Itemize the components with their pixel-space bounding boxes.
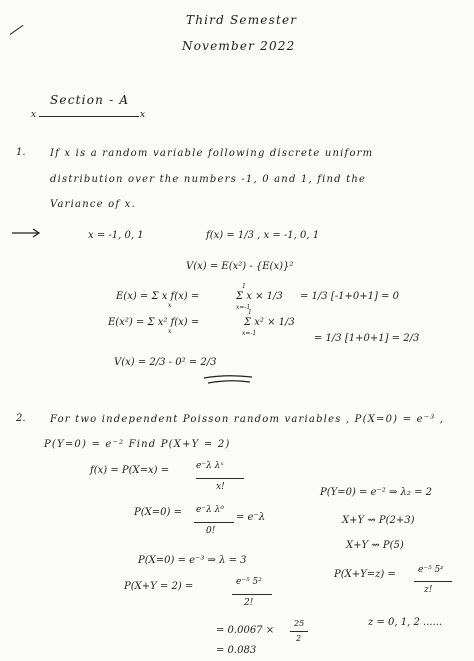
- q2-text-line-1: For two independent Poisson random variables , P(X=0) = e⁻³ ,: [50, 414, 445, 425]
- q2-p0-rhs: = e⁻λ: [236, 512, 266, 523]
- q1-mean-limit-bottom: x=-1: [236, 304, 251, 311]
- q1-mean-limit-top: 1: [242, 283, 246, 290]
- q1-pmf: f(x) = 1/3 , x = -1, 0, 1: [206, 230, 320, 241]
- q2-p0-lhs: P(X=0) =: [134, 507, 182, 518]
- q1-number: 1.: [16, 147, 26, 158]
- q2-number: 2.: [16, 413, 26, 424]
- q2-pmf-numerator: e⁻λ λˣ: [196, 461, 224, 471]
- q1-mean-rhs: = 1/3 [-1+0+1] = 0: [300, 291, 399, 302]
- q1-values: x = -1, 0, 1: [88, 230, 144, 241]
- q2-sum-formula-lhs: P(X+Y=z) =: [334, 569, 396, 580]
- q2-pxy-fraction-bar: [232, 594, 272, 595]
- q2-support: z = 0, 1, 2 ......: [368, 617, 443, 628]
- q1-text-line-3: Variance of x.: [50, 199, 136, 210]
- q1-result: V(x) = 2/3 - 0² = 2/3: [114, 357, 217, 368]
- q1-answer-arrow: [12, 228, 42, 238]
- q2-calculation-fraction-bar: [290, 631, 308, 632]
- q1-second-sum: Σ x² × 1/3: [244, 317, 295, 328]
- q2-sum-distribution-2: X+Y ⇝ P(5): [346, 540, 404, 551]
- q2-answer: = 0.083: [216, 645, 257, 656]
- q2-calculation-numerator: 25: [294, 619, 305, 628]
- q1-mean-sum-index: x: [168, 302, 172, 309]
- q2-p0-denominator: 0!: [206, 526, 216, 536]
- q2-lambda-x: P(X=0) = e⁻³ ⇒ λ = 3: [138, 555, 247, 566]
- q1-text-line-1: If x is a random variable following discrete uniform: [50, 148, 374, 159]
- q1-variance-definition: V(x) = E(x²) - {E(x)}²: [186, 261, 294, 272]
- q1-result-double-underline: [202, 374, 254, 386]
- q2-p0-fraction-bar: [194, 522, 234, 523]
- q2-sum-formula-fraction-bar: [414, 581, 452, 582]
- q2-calculation-denominator: 2: [296, 634, 302, 643]
- q2-calculation-lhs: = 0.0067 ×: [216, 625, 275, 636]
- q2-p0-numerator: e⁻λ λ⁰: [196, 505, 224, 515]
- q1-second-limit-bottom: x=-1: [242, 330, 257, 337]
- q2-pxy-lhs: P(X+Y = 2) =: [124, 581, 194, 592]
- q1-second-sum-index: x: [168, 328, 172, 335]
- q1-second-moment-lhs: E(x²) = Σ x² f(x) =: [108, 317, 200, 328]
- q2-sum-distribution-1: X+Y ⇝ P(2+3): [342, 515, 415, 526]
- q2-pxy-denominator: 2!: [244, 598, 254, 608]
- q1-second-moment-rhs: = 1/3 [1+0+1] = 2/3: [314, 333, 420, 344]
- q2-pmf-lhs: f(x) = P(X=x) =: [90, 465, 170, 476]
- q2-pmf-denominator: x!: [216, 482, 225, 492]
- q2-pxy-numerator: e⁻⁵ 5²: [236, 577, 262, 587]
- q1-mean-lhs: E(x) = Σ x f(x) =: [116, 291, 200, 302]
- q1-second-limit-top: 1: [248, 309, 252, 316]
- section-rule-left-end: x: [31, 110, 37, 120]
- q2-sum-formula-denominator: z!: [424, 585, 433, 595]
- section-rule-right-end: x: [140, 110, 146, 120]
- section-title: Section - A: [50, 93, 130, 107]
- q2-text-line-2: P(Y=0) = e⁻² Find P(X+Y = 2): [44, 439, 231, 450]
- corner-tick-mark: [10, 25, 24, 35]
- q1-text-line-2: distribution over the numbers -1, 0 and 1, find the: [50, 174, 367, 185]
- q2-sum-formula-numerator: e⁻⁵ 5ᶻ: [418, 565, 444, 575]
- exam-date-heading: November 2022: [182, 39, 296, 53]
- semester-heading: Third Semester: [186, 13, 298, 27]
- q2-pmf-fraction-bar: [196, 478, 244, 479]
- q1-mean-sum: Σ x × 1/3: [236, 291, 283, 302]
- section-underline: [39, 116, 139, 117]
- q2-lambda-y: P(Y=0) = e⁻² ⇒ λ₂ = 2: [320, 487, 432, 498]
